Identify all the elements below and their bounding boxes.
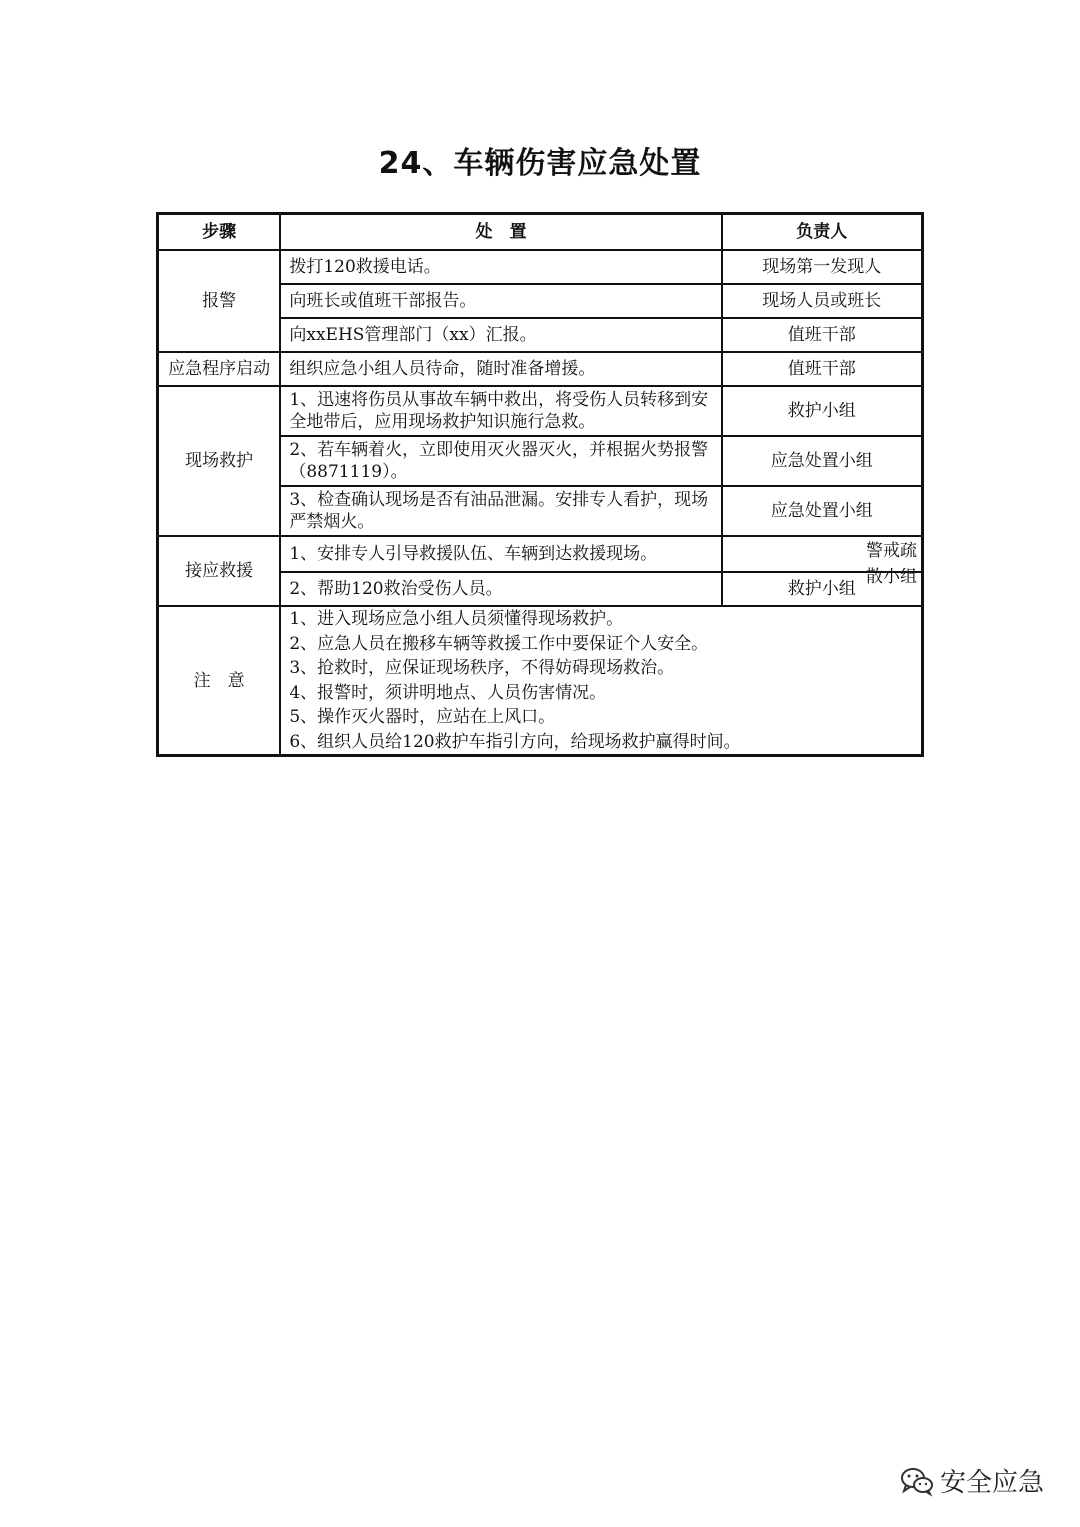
wechat-icon xyxy=(900,1466,934,1496)
table-row xyxy=(158,386,923,436)
owner-cell: 现场第一发现人 xyxy=(722,250,923,284)
owner-cell: 应急处置小组 xyxy=(722,486,923,536)
table-header-row xyxy=(158,214,923,251)
header-owner: 负责人 xyxy=(722,214,923,251)
action-cell: 2、若车辆着火，立即使用灭火器灭火，并根据火势报警（8871119）。 xyxy=(280,436,721,486)
note-line: 5、操作灭火器时，应站在上风口。 xyxy=(289,707,556,727)
step-reception: 接应救援 xyxy=(158,536,281,606)
owner-cell: 应急处置小组 xyxy=(722,436,923,486)
step-notes: 注 意 xyxy=(158,606,281,756)
emergency-table xyxy=(156,212,924,757)
owner-cell: 值班干部 xyxy=(722,352,923,386)
table-row xyxy=(158,352,923,386)
owner-cell: 值班干部 xyxy=(722,318,923,352)
watermark xyxy=(900,1462,1044,1499)
notes-cell xyxy=(280,606,922,756)
owner-cell: 救护小组 xyxy=(722,386,923,436)
note-line: 2、应急人员在搬移车辆等救援工作中要保证个人安全。 xyxy=(289,633,709,654)
note-line: 4、报警时，须讲明地点、人员伤害情况。 xyxy=(289,682,607,703)
table-row xyxy=(158,606,923,756)
note-line: 3、抢救时，应保证现场秩序，不得妨碍现场救治。 xyxy=(289,658,675,678)
page-title: 24、车辆伤害应急处置 xyxy=(378,146,702,181)
action-cell: 1、迅速将伤员从事故车辆中救出，将受伤人员转移到安全地带后，应用现场救护知识施行急救。 xyxy=(280,386,721,436)
owner-cell: 救护小组 xyxy=(722,572,923,606)
owner-cell: 现场人员或班长 xyxy=(722,284,923,318)
action-cell: 组织应急小组人员待命，随时准备增援。 xyxy=(280,352,721,386)
table-row xyxy=(158,250,923,284)
note-line: 1、进入现场应急小组人员须懂得现场救护。 xyxy=(289,609,624,629)
note-line: 6、组织人员给120救护车指引方向，给现场救护赢得时间。 xyxy=(289,731,741,752)
watermark-text: 安全应急 xyxy=(939,1468,1044,1498)
action-cell: 2、帮助120救治受伤人员。 xyxy=(280,572,721,606)
action-cell: 向班长或值班干部报告。 xyxy=(280,284,721,318)
table-row xyxy=(158,536,923,572)
step-rescue: 现场救护 xyxy=(158,386,281,536)
header-action: 处 置 xyxy=(280,214,721,251)
action-cell: 拨打120救援电话。 xyxy=(280,250,721,284)
action-cell: 1、安排专人引导救援队伍、车辆到达救援现场。 xyxy=(280,536,721,572)
owner-cell xyxy=(722,536,923,587)
action-cell: 向xxEHS管理部门（xx）汇报。 xyxy=(280,318,721,352)
step-startup: 应急程序启动 xyxy=(158,352,281,386)
header-step: 步骤 xyxy=(158,214,281,251)
owner-clipped-text: 警戒疏散小组 xyxy=(866,541,917,587)
action-cell: 3、检查确认现场是否有油品泄漏。安排专人看护，现场严禁烟火。 xyxy=(280,486,721,536)
step-alarm: 报警 xyxy=(158,250,281,352)
